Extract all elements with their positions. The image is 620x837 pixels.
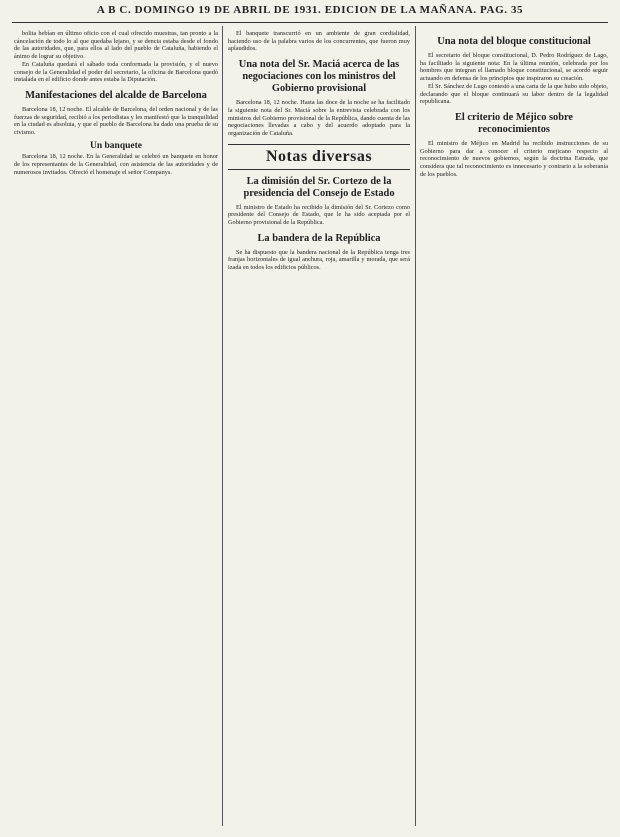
col1-para-4: Barcelona 18, 12 noche. En la Generalidad se celebró un banquete en honor de los representantes de la Generalidad, con asistencia de las autoridades y de numerosos invitados. Ofreció el homenaje el señor Companys.	[14, 153, 218, 176]
page-number: PAG. 35	[480, 4, 524, 16]
date: DOMINGO 19 DE ABRIL DE 1931.	[134, 4, 322, 16]
column-3	[420, 30, 608, 830]
headline-bloque: Una nota del bloque constitucional	[437, 36, 591, 47]
headline-mejico: El criterio de Méjico sobre reconocimientos	[454, 111, 574, 135]
col3-para-1: El secretario del bloque constitucional, D. Pedro Rodríguez de Lago, ha facilitado la siguiente nota: En la última reunión, celebrada por los hombres que integran el llamado bloque constitucional, se acordó seguir actuando en defensa de los principios que inspiraron su creación.	[420, 52, 608, 83]
headline-cortezo: La dimisión del Sr. Cortezo de la presidencia del Consejo de Estado	[243, 175, 395, 199]
section-notas-diversas: Notas diversas	[228, 144, 410, 170]
headline-banquete: Un banquete	[90, 140, 142, 151]
col3-para-2: El Sr. Sánchez de Lugo contestó a una carta de la que hubo sido objeto, declarando que el bloque continuará su labor dentro de la legalidad republicana.	[420, 82, 608, 106]
running-head	[0, 4, 620, 16]
headline-alcalde: Manifestaciones del alcalde de Barcelona	[25, 89, 207, 101]
col2-para-4: Se ha dispuesto que la bandera nacional de la República tenga tres franjas horizontales de igual anchura, roja, amarilla y morada, que será izada en todos los edificios públicos.	[228, 248, 410, 272]
edition: EDICION DE LA MAÑANA.	[324, 4, 477, 16]
column-2	[228, 30, 410, 830]
col3-para-3: El ministro de Méjico en Madrid ha recibido instrucciones de su Gobierno para dar a conocer el criterio mejicano respecto al reconocimiento de nuevos gobiernos, según la doctrina Estrada, que considera que tal reconocimiento es innecesario y contrario a la soberanía de los pueblos.	[420, 139, 608, 178]
col1-para-2: En Cataluña quedará el sábado toda conformada la provisión, y el nuevo consejo de la Generalidad el poder del secretario, la oficina de Barcelona quedó instalada en el edificio donde antes estaba la Diputación.	[14, 60, 218, 84]
head-rule	[12, 22, 608, 23]
col1-para-1: bolita hebían en último oficio con el cual ofrecido muestras, tan pronto a la cáncelación de todo lo al que quedaba lejano, y se dencia estaba desde el fondo de las autoridades, que, para ellos al lado del pueblo de Cataluña, habiendo el ánimo de lograr su objetivo.	[14, 30, 218, 61]
col1-para-3: Barcelona 18, 12 noche. El alcalde de Barcelona, del orden nacional y de las fuerzas de seguridad, recibió a los periodistas y les manifestó que la tranquilidad en la ciudad es absoluta, y que el pueblo de Barcelona ha dado una prueba de su civismo.	[14, 105, 218, 137]
column-1	[14, 30, 218, 830]
col2-para-2: Barcelona 18, 12 noche. Hasta las doce de la noche se ha facilitado la siguiente nota del Sr. Maciá sobre la entrevista celebrada con los ministros del Gobierno provisional de la República, dando cuenta de las negociaciones llevadas a cabo y del acuerdo adoptado para la organización de Cataluña.	[228, 99, 410, 137]
column-rule-2	[415, 26, 416, 826]
column-rule-1	[222, 26, 223, 826]
col2-para-3: El ministro de Estado ha recibido la dimisión del Sr. Cortezo como presidente del Consejo de Estado, que le ha sido aceptada por el Gobierno provisional de la República.	[228, 203, 410, 227]
headline-macia: Una nota del Sr. Maciá acerca de las negociaciones con los ministros del Gobierno provisional	[238, 59, 400, 95]
publication: A B C.	[96, 4, 132, 16]
col2-para-1: El banquete transcurrió en un ambiente de gran cordialidad, haciendo uso de la palabra varios de los concurrentes, que fueron muy aplaudidos.	[228, 30, 410, 53]
headline-bandera: La bandera de la República	[257, 232, 381, 244]
